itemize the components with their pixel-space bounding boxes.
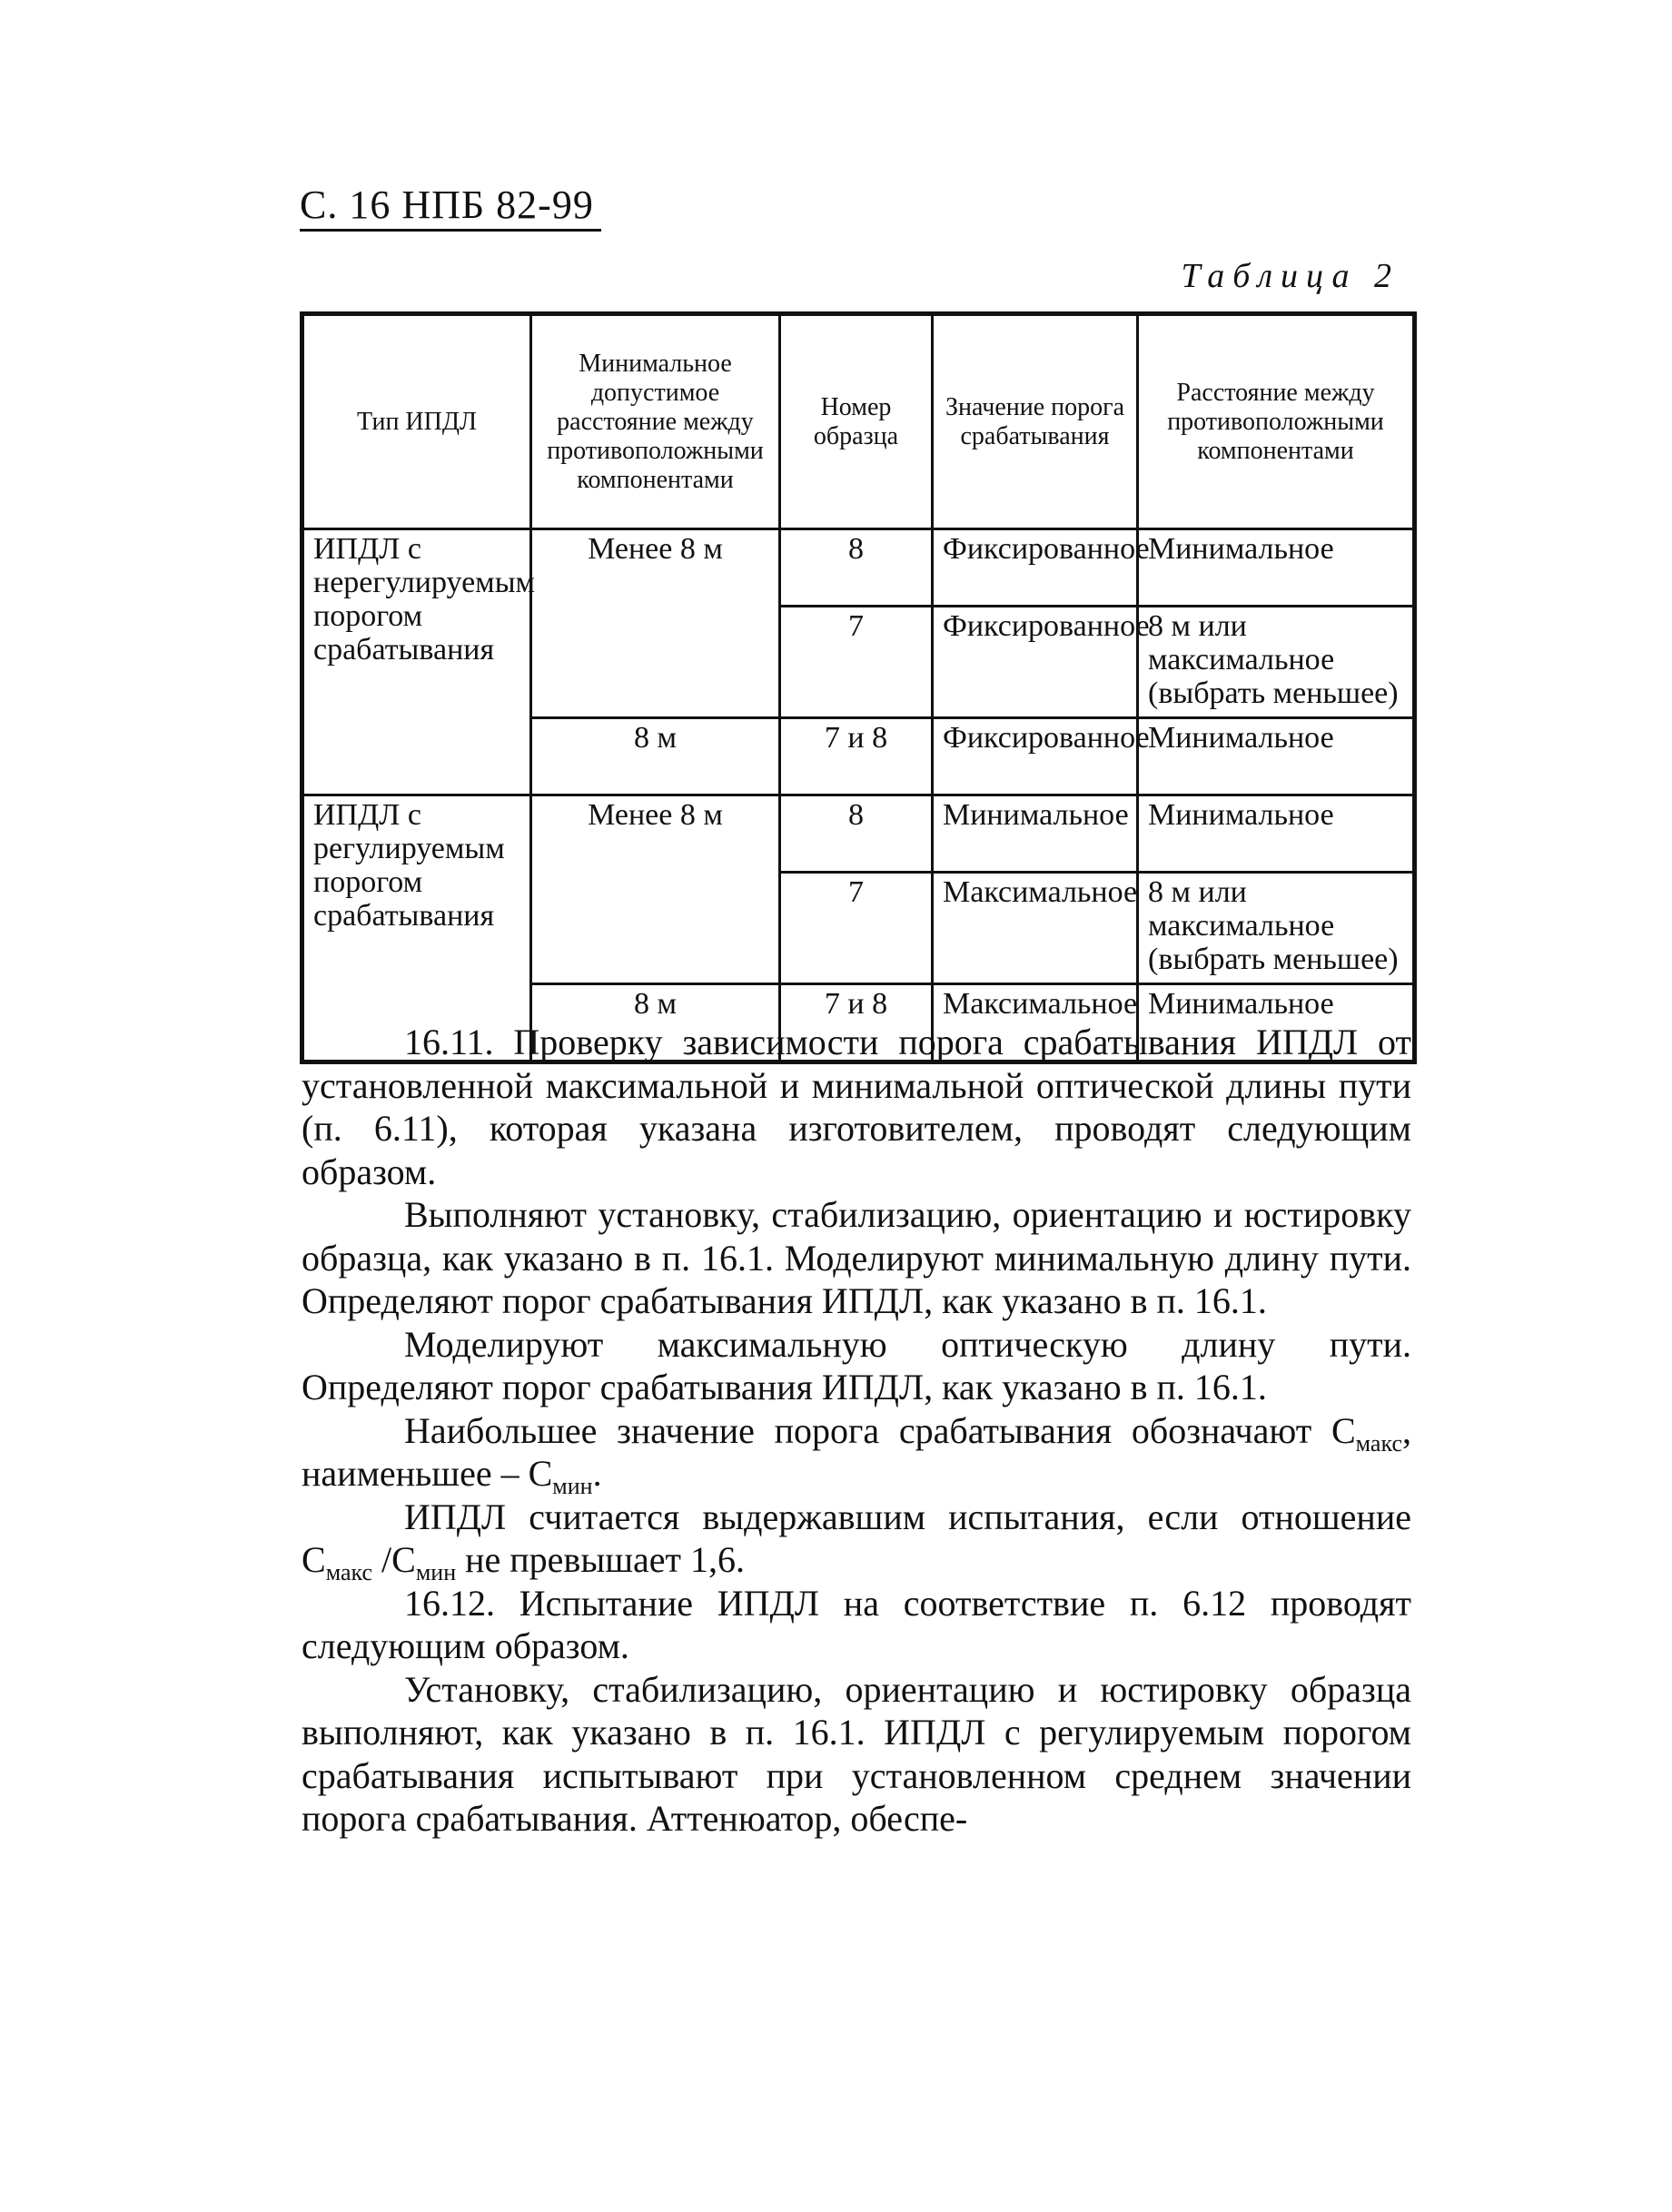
distance-cell: 8 м или максимальное (выбрать меньшее) bbox=[1138, 873, 1415, 984]
data-table bbox=[300, 311, 1417, 1064]
subscript: мин bbox=[552, 1473, 593, 1499]
distance-cell: Минимальное bbox=[1138, 718, 1415, 795]
distance-cell: 8 м или максимальное (выбрать меньшее) bbox=[1138, 607, 1415, 718]
threshold-cell: Максимальное bbox=[933, 873, 1138, 984]
sample-cell: 7 bbox=[780, 607, 933, 718]
min-distance-cell: Менее 8 м bbox=[531, 529, 780, 718]
table-row bbox=[302, 529, 1415, 607]
column-header-min-distance: Минимальное допустимое расстояние между противоположными компонентами bbox=[531, 314, 780, 529]
paragraph-16-12: 16.12. Испытание ИПДЛ на соответствие п. 6.12 проводят следующим образом. bbox=[302, 1582, 1411, 1666]
threshold-cell: Фиксированное bbox=[933, 718, 1138, 795]
table-row bbox=[302, 795, 1415, 873]
header-underline bbox=[300, 229, 601, 232]
column-header-threshold: Значение порога срабатывания bbox=[933, 314, 1138, 529]
column-header-distance: Расстояние между противоположными компонентами bbox=[1138, 314, 1415, 529]
paragraph: Моделируют максимальную оптическую длину пути. Определяют порог срабатывания ИПДЛ, как указано в п. 16.1. bbox=[302, 1323, 1411, 1407]
text-run: , наименьшее – C bbox=[302, 1409, 1411, 1494]
body-text bbox=[302, 1021, 1411, 1841]
paragraph: Выполняют установку, стабилизацию, ориентацию и юстировку образца, как указано в п. 16.1. Моделируют минимальную длину пути. Определяют порог срабатывания ИПДЛ, как указано в п. 16.1. bbox=[302, 1194, 1411, 1321]
sample-cell: 7 и 8 bbox=[780, 718, 933, 795]
threshold-cell: Фиксированное bbox=[933, 607, 1138, 718]
column-header-type: Тип ИПДЛ bbox=[302, 314, 531, 529]
paragraph-16-11: 16.11. Проверку зависимости порога срабатывания ИПДЛ от установленной максимальной и минимальной оптической длины пути (п. 6.11), которая указана изготовителем, проводят следующим образом. bbox=[302, 1022, 1411, 1192]
sample-cell: 8 bbox=[780, 795, 933, 873]
min-distance-cell: 8 м bbox=[531, 984, 780, 1062]
sample-cell: 8 bbox=[780, 529, 933, 607]
threshold-cell: Фиксированное bbox=[933, 529, 1138, 607]
text-run: ИПДЛ считается выдержавшим испытания, если отношение C bbox=[302, 1496, 1411, 1580]
sample-cell: 7 и 8 bbox=[780, 984, 933, 1062]
text-run: /C bbox=[372, 1539, 416, 1580]
type-cell: ИПДЛ с регулируемым порогом срабатывания bbox=[302, 795, 531, 1062]
sample-cell: 7 bbox=[780, 873, 933, 984]
distance-cell: Минимальное bbox=[1138, 529, 1415, 607]
table-header-row bbox=[302, 314, 1415, 529]
paragraph: Установку, стабилизацию, ориентацию и юстировку образца выполняют, как указано в п. 16.1. ИПДЛ с регулируемым порогом срабатывания испытывают при установленном среднем значении порога срабатывания. Аттенюатор, обеспе- bbox=[302, 1668, 1411, 1839]
paragraph-criterion bbox=[302, 1496, 1411, 1585]
text-run: не превышает 1,6. bbox=[456, 1539, 745, 1580]
table-caption: Таблица 2 bbox=[1181, 257, 1400, 295]
text-run: . bbox=[592, 1453, 602, 1494]
distance-cell: Минимальное bbox=[1138, 795, 1415, 873]
threshold-cell: Максимальное bbox=[933, 984, 1138, 1062]
text-run: Наибольшее значение порога срабатывания обозначают C bbox=[404, 1409, 1356, 1451]
column-header-sample: Номер образца bbox=[780, 314, 933, 529]
paragraph-notation bbox=[302, 1409, 1411, 1499]
subscript: мин bbox=[415, 1559, 457, 1585]
threshold-cell: Минимальное bbox=[933, 795, 1138, 873]
page-header: С. 16 НПБ 82-99 bbox=[300, 183, 594, 227]
subscript: макс bbox=[1355, 1429, 1402, 1457]
subscript: макс bbox=[325, 1559, 373, 1585]
distance-cell: Минимальное bbox=[1138, 984, 1415, 1062]
min-distance-cell: Менее 8 м bbox=[531, 795, 780, 984]
type-cell: ИПДЛ с нерегулируемым порогом срабатывания bbox=[302, 529, 531, 795]
min-distance-cell: 8 м bbox=[531, 718, 780, 795]
